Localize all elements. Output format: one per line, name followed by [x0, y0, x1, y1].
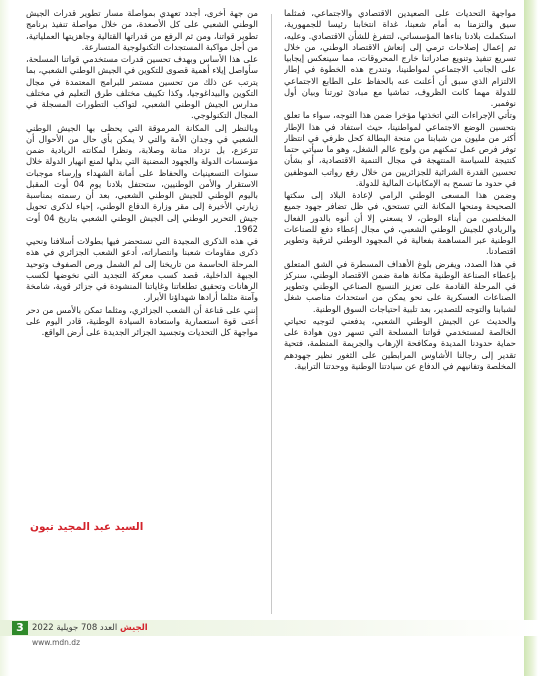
page-number: 3 [12, 621, 28, 635]
paragraph: وبالنظر إلى المكانة المرموقة التي يحظى بها الجيش الوطني الشعبي في وجدان الأمة والتي لا يمكن بأي حال من الأحوال أن تتزعزع، بل تزداد متانة وصلابة، ونظرا لمكانته الريادية ضمن مؤسسات الدولة والجهود المضنية التي بذلها لمنع انهيار الدولة خلال سنوات التسعينيات والحفاظ على أمانة الشهداء وإرساء موجبات الاستقرار والأمن الوطنيين، ستحتفل بلادنا يوم 04 أوت المقبل باليوم الوطني للجيش الوطني الشعبي، بعد أن رسمته بمناسبة زيارتي الأخيرة إلى مقر وزارة الدفاع الوطني، إحياء لذكرى تحويل جيش التحرير الوطني إلى الجيش الوطني الشعبي بتاريخ 04 أوت 1962. [26, 122, 258, 234]
paragraph: وتأتي الإجراءات التي اتخذتها مؤخرا ضمن هذا التوجه، سواء ما تعلق بتحسين الوضع الاجتماعي لمواطنينا، حيث استفاد في هذا الإطار أكثر من مليون من شبابنا من منحة البطالة كحل ظرفي في انتظار توفر فرص عمل تمكنهم من ولوج عالم الشغل، وهو ما سيأتي حتما كنتيجة للسياسة المنتهجة في مجال التنمية الاقتصادية، أو بشأن تحسين القدرة الشرائية للجزائريين من خلال رفع رواتب الموظفين في حدود ما تسمح به الإمكانيات المالية للدولة. [284, 110, 516, 188]
paragraph: إنني على قناعة أن الشعب الجزائري، ومثلما تمكن بالأمس من دحر أعتى قوة استعمارية واستعادة السيادة الوطنية، قادر اليوم على مواجهة كل التحديات وتجسيد الجزائر الجديدة على أرض الواقع. [26, 304, 258, 337]
magazine-brand: الجيش [119, 623, 148, 633]
issue-info [32, 623, 148, 633]
paragraph: في هذه الذكرى المجيدة التي نستحضر فيها بطولات أسلافنا ونحيي ذكرى مقاومات شعبنا وانتصاراته، أدعو الشعب الجزائري في هذه المرحلة الحاسمة من تاريخنا إلى لم الشمل ورص الصفوف وتوحيد الجبهة الداخلية، قصد كسب معركة التجديد التي نخوضها لكسب الرهانات وتحقيق تطلعاتنا وغاياتنا المنشودة في جزائر قوية، شامخة وآمنة مثلما أرادها شهداؤنا الأبرار. [26, 236, 258, 303]
page-border-decoration-left [0, 0, 10, 676]
website-link[interactable]: www.mdn.dz [32, 638, 80, 647]
author-signature: السيد عبد المجيد تبون [30, 521, 144, 533]
paragraph: مواجهة التحديات على الصعيدين الاقتصادي والاجتماعي، فمثلما سيق والتزمنا به أمام شعبنا، غداة انتخابنا رئيسا للجمهورية، استكملت بلادنا بناءها المؤسساتي، لتتفرغ للشأن الاقتصادي. وعليه، تم إعمال إصلاحات ترمي إلى إنعاش الاقتصاد الوطني، من خلال تسريع تنفيذ وتنويع صادراتنا خارج المحروقات، مما سينعكس إيجابيا على الجانب الاجتماعي لمواطنينا، وتندرج هذه الخطوة في إطار الالتزام الذي سبق أن أعلنت عنه بالحفاظ على الطابع الاجتماعي للدولة مهما كانت الظروف، تماشيا مع مبادئ ثورتنا وبيان أول نوفمبر. [284, 8, 516, 108]
issue-number-date: العدد 708 جويلية 2022 [32, 623, 118, 633]
column-divider [271, 14, 272, 614]
page-border-decoration [524, 0, 538, 676]
paragraph: في هذا الصدد، ويفرض بلوغ الأهداف المسطرة في الشق المتعلق بإعطاء الصناعة الوطنية مكانة هامة ضمن الاقتصاد الوطني، سنركز في المرحلة القادمة على تعزيز النسيج الصناعي الوطني وتطوير الصناعات العسكرية على نحو يمكن من استحداث مناصب شغل لشبابنا والتوجه للتصدير، بعد تلبية احتياجات السوق الوطنية. [284, 258, 516, 314]
paragraph: من جهة أخرى، أجدد تعهدي بمواصلة مسار تطوير قدرات الجيش الوطني الشعبي على كل الأصعدة، من خلال مواصلة تنفيذ برنامج تطوير قواتنا، ومن ثم الرفع من قدراتها القتالية وجاهزيتها العملياتية، من أجل مواكبة المستجدات التكنولوجية المتسارعة. [26, 8, 258, 52]
paragraph: على هذا الأساس وبهدف تحسين قدرات مستخدمي قواتنا المسلحة، سأواصل إيلاء أهمية قصوى للتكوين في الجيش الوطني الشعبي، بما يترتب عن ذلك من تحسين مستمر للبرامج المعتمدة في مجال التكوين والبيداغوجيا، وكذا تكييف مختلف طرق التعليم في مختلف مدارس الجيش الوطني الشعبي، لتواكب التطورات المسجلة في المجال التكنولوجي. [26, 54, 258, 121]
column-right [284, 8, 516, 618]
paragraph: والحديث عن الجيش الوطني الشعبي، يدفعني لتوجيه تحياتي الخالصة لمستخدمي قواتنا المسلحة التي تسهر دون هوادة على حماية حدودنا المديدة ومكافحة الإرهاب والجريمة المنظمة، فتحية تقدير إلى رجالنا الأشاوس المرابطين على الثغور نظير جهودهم المخلصة وتفانيهم في الدفاع عن سيادتنا الوطنية ووحدتنا الترابية. [284, 315, 516, 371]
paragraph: وضمن هذا المسعى الوطني الرامي لإعادة البلاد إلى سكتها الصحيحة ومنحها المكانة التي تستحق، في ظل تضافر جهود جميع المخلصين من أبناء الوطن، لا يسعني إلا أن أنوه بالدور الفعال والريادي للجيش الوطني الشعبي، في مجال إعطاء دفع للصناعات الوطنية عبر المساهمة بفعالية في المجهود الوطني لترقية وتطوير اقتصادنا. [284, 190, 516, 257]
